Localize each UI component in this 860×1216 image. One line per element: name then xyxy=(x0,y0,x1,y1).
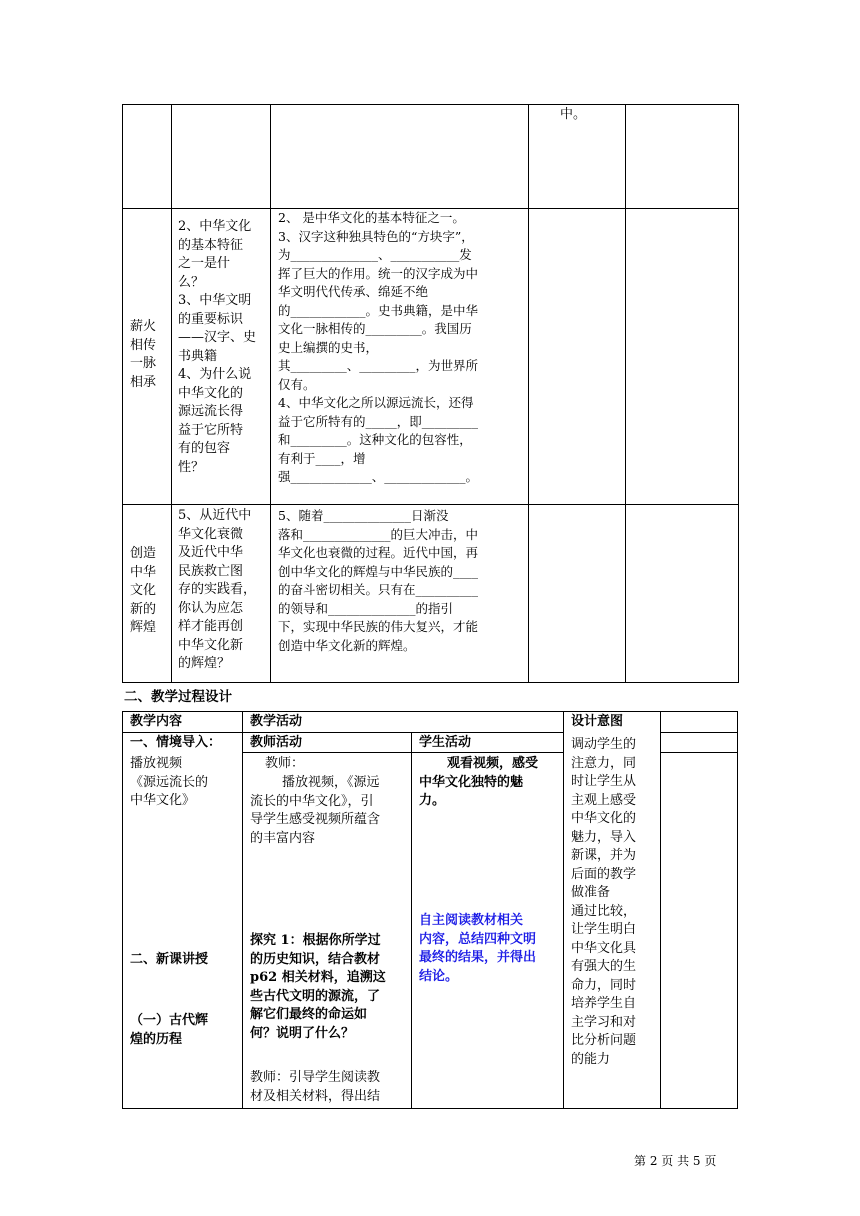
table1-col-divider xyxy=(738,104,739,683)
table1-row0-cell4: 中。 xyxy=(560,107,587,122)
table2-play-video: 播放视频 《源远流长的 中华文化》 xyxy=(130,756,209,808)
table1-row1-topic: 薪火 相传 一脉 相承 xyxy=(130,319,157,390)
table2-col-divider xyxy=(122,711,123,1109)
table1-row2-question: 5、从近代中 华文化衰微 及近代中华 民族救亡图 存的实践看， 你认为应怎 样才能再创 中华文化新 的辉煌？ xyxy=(178,508,257,671)
table2-teacher-heading: 教师活动 xyxy=(250,735,303,750)
table1-col-divider xyxy=(625,104,626,683)
table1-col-divider xyxy=(122,104,123,683)
table1-col-divider xyxy=(528,104,529,683)
table1-row-divider xyxy=(122,504,739,505)
table2-teacher-text1: 播放视频，《源远 流长的中华文化》，引 导学生感受视频所蕴含 的丰富内容 xyxy=(250,775,381,846)
table2-header-divider xyxy=(122,732,563,733)
table1-row2-topic: 创造 中华 文化 新的 辉煌 xyxy=(130,546,157,635)
table2-header-activity: 教学活动 xyxy=(250,714,303,729)
table2-student-text2: 自主阅读教材相关 内容，总结四种文明 最终的结果，并得出 结论。 xyxy=(419,913,537,984)
table1-border-bottom xyxy=(122,682,739,683)
table2-header-divider xyxy=(660,732,737,733)
table2-col-divider xyxy=(660,711,661,1109)
table2-col-divider xyxy=(411,732,412,1109)
table2-header-content: 教学内容 xyxy=(130,714,183,729)
section-title: 二、教学过程设计 xyxy=(124,689,232,705)
table2-student-heading: 学生活动 xyxy=(419,735,472,750)
table2-intent-text: 调动学生的 注意力，同 时让学生从 主观上感受 中华文化的 魅力，导入 新课，并为 后面的教学 做准备 通过比较， 让学生明白 中华文化具 有强大的生 命力，同时 培养学生自 主学习和对 比分析问题 的能力 xyxy=(571,737,637,1067)
table2-border-top xyxy=(122,711,737,712)
table2-subheader-divider xyxy=(660,752,737,753)
table2-border-bottom xyxy=(122,1108,737,1109)
table2-explore1: 探究 1：根据你所学过 的历史知识，结合教材 p62 相关材料，追溯这 些古代文明的源流，了 解它们最终的命运如 何？说明了什么？ xyxy=(250,933,386,1041)
table2-part1: （一）古代辉 煌的历程 xyxy=(130,1013,209,1047)
table2-student-text1: 观看视频，感受 中华文化独特的魅 力。 xyxy=(419,756,539,808)
table2-col-divider xyxy=(242,711,243,1109)
table1-row1-answer: 2、 是中华文化的基本特征之一。 3、汉字这种独具特色的“方块字”， 为______________、___________发 挥了巨大的作用。统一的汉字成为中 华文明代代传承、绵延不绝 的____________。史书典籍，是中华 文化一脉相传的_________。我国历 史上编撰的史书， 其_________、_________，为世界所 仅有。 4、中华文化之所以源远流长，还得 益于它所特有的_____，即_________ 和_________。这种文化的包容性， 有利于____，增 强_____________、_____________。 xyxy=(278,210,479,484)
table1-row1-question: 2、中华文化 的基本特征 之一是什 么？ 3、中华文明 的重要标识 ——汉字、史 书典籍 4、为什么说 中华文化的 源远流长得 益于它所特 有的包容 性？ xyxy=(178,219,257,475)
table1-row2-answer: 5、随着______________日渐没 落和______________的巨大冲击，中 华文化也衰微的过程。近代中国，再 创中华文化的辉煌与中华民族的____ 的奋斗密切相关。只有在__________ 的领导和______________的指引 下，实现中华民族的伟大复兴，才能 创造中华文化新的辉煌。 xyxy=(278,508,479,653)
table2-teacher-text2: 教师：引导学生阅读教 材及相关材料，得出结 xyxy=(250,1070,381,1104)
table1-col-divider xyxy=(171,104,172,683)
table2-intro-heading: 一、情境导入： xyxy=(130,735,222,750)
table2-teacher-label: 教师： xyxy=(265,756,305,771)
table2-new-lesson: 二、新课讲授 xyxy=(130,952,209,967)
table2-col-divider xyxy=(563,711,564,1109)
table1-border-top xyxy=(122,104,739,105)
table1-col-divider xyxy=(270,104,271,683)
table2-header-intent: 设计意图 xyxy=(571,714,624,729)
page-number: 第 2 页 共 5 页 xyxy=(634,1154,717,1168)
table2-col-divider xyxy=(737,711,738,1109)
